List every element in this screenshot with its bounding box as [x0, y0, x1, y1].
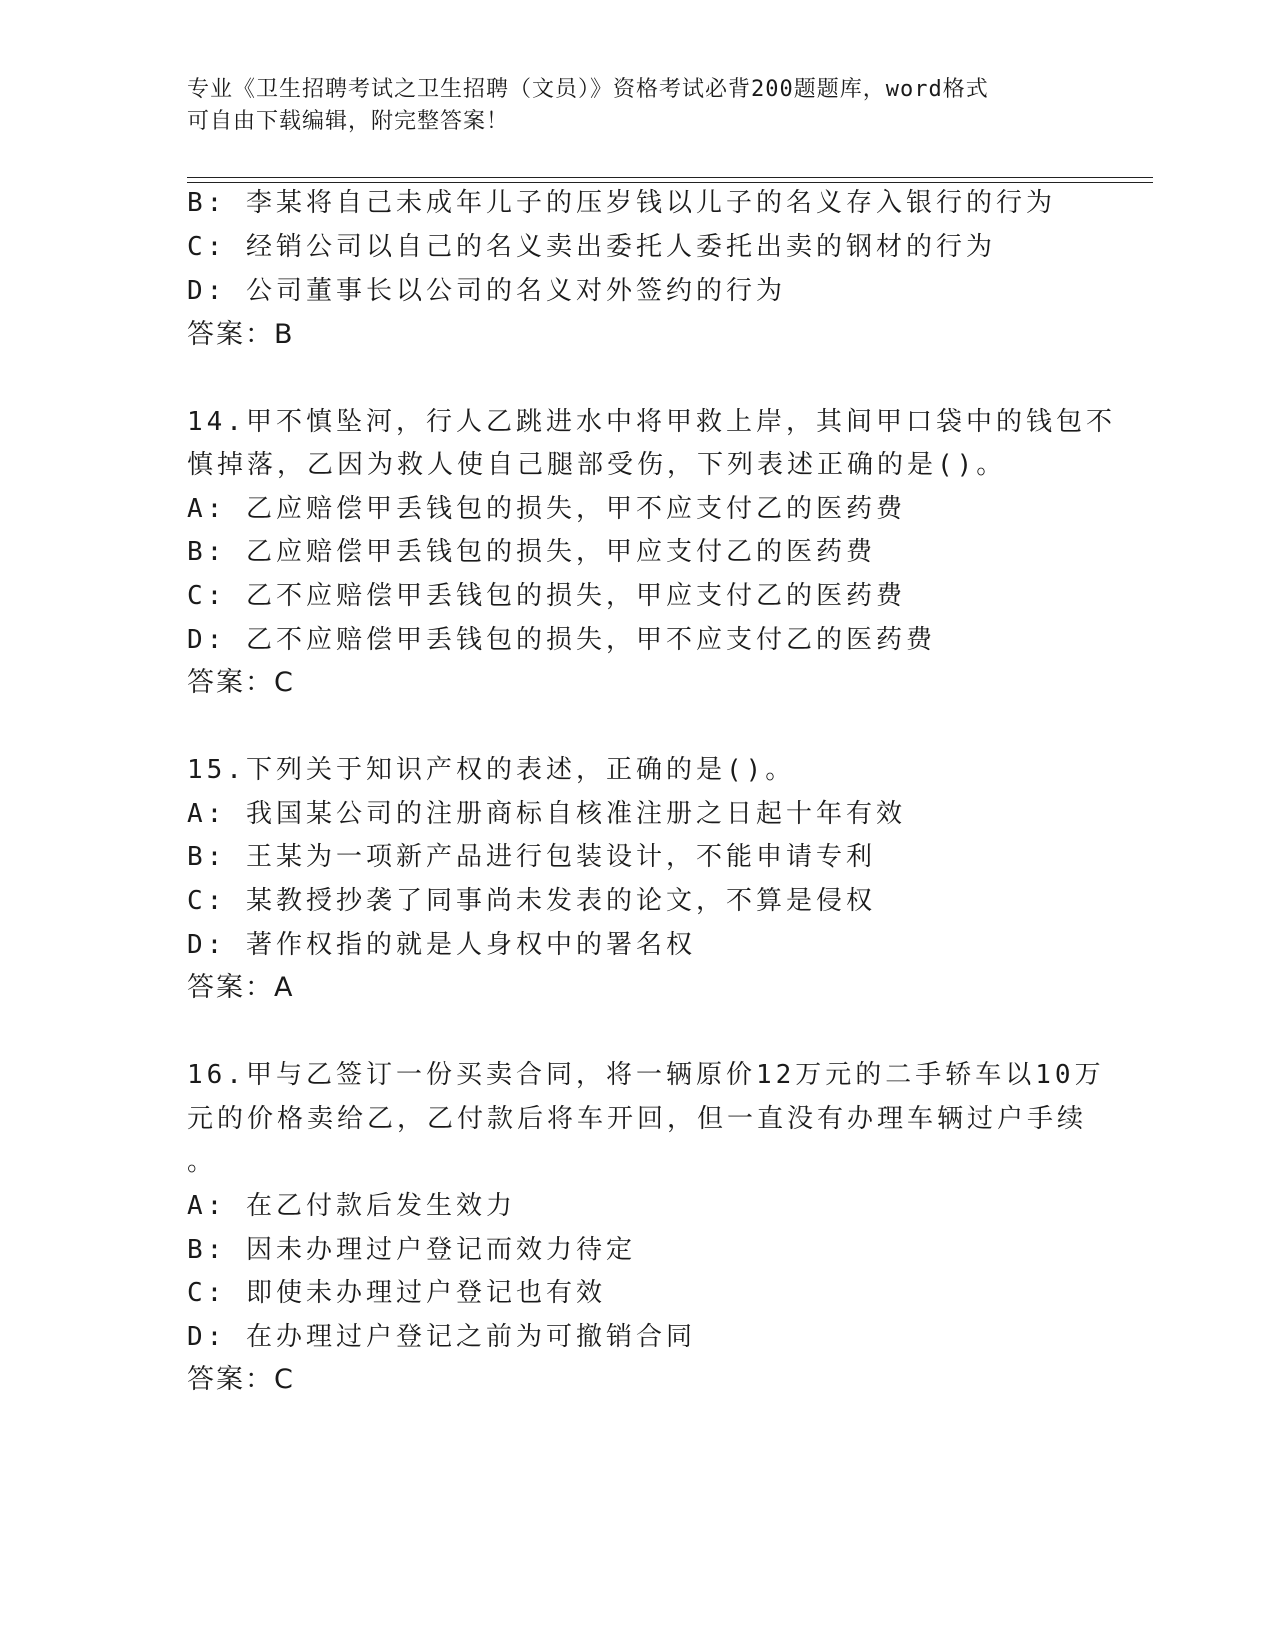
header-title-line-2: 可自由下载编辑，附完整答案！: [187, 109, 510, 134]
q16-stem-line-1: 16.甲与乙签订一份买卖合同，将一辆原价12万元的二手轿车以10万: [187, 1060, 1105, 1090]
q15-option-c: C: 某教授抄袭了同事尚未发表的论文，不算是侵权: [187, 886, 876, 916]
q14-option-c: C: 乙不应赔偿甲丢钱包的损失，甲应支付乙的医药费: [187, 581, 906, 611]
q13-option-c: C: 经销公司以自己的名义卖出委托人委托出卖的钢材的行为: [187, 232, 996, 262]
q15-option-d: D: 著作权指的就是人身权中的署名权: [187, 930, 696, 960]
q15-option-a: A: 我国某公司的注册商标自核准注册之日起十年有效: [187, 799, 906, 829]
q16-stem-line-3: 。: [187, 1147, 218, 1177]
q13-option-b: B: 李某将自己未成年儿子的压岁钱以儿子的名义存入银行的行为: [187, 188, 1056, 218]
q14-stem-line-2: 慎掉落，乙因为救人使自己腿部受伤，下列表述正确的是()。: [187, 450, 1007, 480]
q14-option-a: A: 乙应赔偿甲丢钱包的损失，甲不应支付乙的医药费: [187, 494, 906, 524]
q16-answer: 答案：C: [187, 1364, 295, 1395]
q14-answer: 答案：C: [187, 667, 295, 698]
q16-option-a: A: 在乙付款后发生效力: [187, 1191, 516, 1221]
document-header: [187, 74, 1067, 138]
q14-option-d: D: 乙不应赔偿甲丢钱包的损失，甲不应支付乙的医药费: [187, 625, 936, 655]
q16-option-d: D: 在办理过户登记之前为可撤销合同: [187, 1322, 696, 1352]
q13-option-d: D: 公司董事长以公司的名义对外签约的行为: [187, 276, 786, 306]
q14-option-b: B: 乙应赔偿甲丢钱包的损失，甲应支付乙的医药费: [187, 537, 876, 567]
q16-option-c: C: 即使未办理过户登记也有效: [187, 1278, 606, 1308]
q16-stem-line-2: 元的价格卖给乙，乙付款后将车开回，但一直没有办理车辆过户手续: [187, 1104, 1088, 1134]
header-divider-bottom: [187, 182, 1153, 183]
q15-stem-line-1: 15.下列关于知识产权的表述，正确的是()。: [187, 755, 796, 785]
header-divider-top: [187, 177, 1153, 178]
q13-answer: 答案：B: [187, 319, 295, 350]
q14-stem-line-1: 14.甲不慎坠河，行人乙跳进水中将甲救上岸，其间甲口袋中的钱包不: [187, 407, 1116, 437]
q16-option-b: B: 因未办理过户登记而效力待定: [187, 1235, 636, 1265]
q15-option-b: B: 王某为一项新产品进行包装设计，不能申请专利: [187, 842, 876, 872]
header-title-line-1: 专业《卫生招聘考试之卫生招聘（文员）》资格考试必背200题题库，word格式: [187, 77, 989, 102]
q15-answer: 答案：A: [187, 972, 295, 1003]
